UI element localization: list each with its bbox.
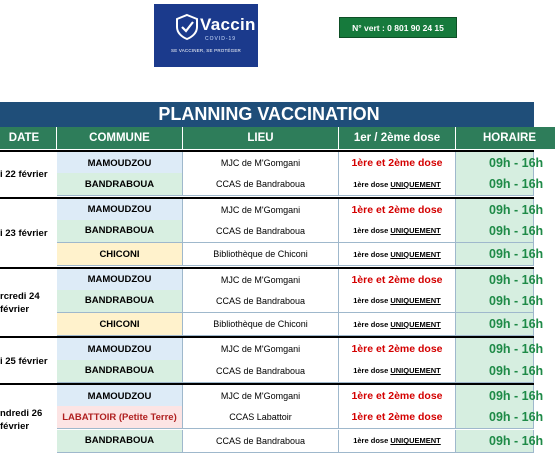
horaire-cell: 09h - 16h [456, 406, 534, 429]
lieu-cell: MJC de M'Gomgani [183, 152, 339, 175]
header-lieu: LIEU [183, 127, 339, 149]
dose-only-suffix: UNIQUEMENT [390, 296, 441, 306]
commune-cell: MAMOUDZOU [57, 199, 183, 222]
dose-only-suffix: UNIQUEMENT [390, 249, 441, 259]
table-row [57, 173, 544, 196]
dose-cell [339, 290, 456, 313]
table-row [57, 267, 544, 292]
dose-both-text: 1ère et 2ème dose [351, 390, 443, 402]
dose-only-text [353, 250, 441, 259]
table-row [57, 150, 544, 175]
dose-only-prefix: 1ère dose [353, 179, 389, 189]
dose-only-text [353, 320, 441, 329]
dose-only-prefix: 1ère dose [353, 296, 389, 306]
date-label: i 22 février [0, 169, 48, 181]
horaire-cell: 09h - 16h [456, 430, 534, 453]
lieu-cell: MJC de M'Gomgani [183, 269, 339, 292]
dose-only-text [353, 366, 441, 375]
dose-only-prefix: 1ère dose [353, 436, 389, 446]
shield-check-icon [176, 14, 198, 40]
dose-cell [339, 313, 456, 336]
header-date: DATE [0, 127, 57, 149]
dose-cell [339, 152, 456, 175]
horaire-cell: 09h - 16h [456, 220, 534, 243]
dose-only-suffix: UNIQUEMENT [390, 179, 441, 189]
table-row [57, 383, 544, 408]
lieu-cell: MJC de M'Gomgani [183, 199, 339, 222]
date-label: rcredi 24 février [0, 291, 40, 316]
commune-cell: BANDRABOUA [57, 173, 183, 196]
date-label: i 25 février [0, 355, 48, 367]
commune-cell: LABATTOIR (Petite Terre) [57, 406, 183, 429]
page-title: PLANNING VACCINATION [0, 102, 534, 127]
commune-cell: BANDRABOUA [57, 360, 183, 383]
dose-cell [339, 360, 456, 383]
phone-number-badge: N° vert : 0 801 90 24 15 [339, 17, 457, 38]
horaire-cell: 09h - 16h [456, 290, 534, 313]
dose-only-suffix: UNIQUEMENT [390, 436, 441, 446]
date-cell [0, 197, 57, 267]
dose-only-prefix: 1ère dose [353, 226, 389, 236]
lieu-cell: CCAS de Bandraboua [183, 290, 339, 313]
dose-cell [339, 199, 456, 222]
dose-cell [339, 220, 456, 243]
table-row [57, 243, 544, 266]
dose-both-text: 1ère et 2ème dose [351, 157, 443, 169]
dose-only-text [353, 436, 441, 445]
dose-only-prefix: 1ère dose [353, 366, 389, 376]
horaire-cell: 09h - 16h [456, 313, 534, 336]
date-cell [0, 383, 57, 453]
horaire-cell: 09h - 16h [456, 385, 534, 408]
dose-only-prefix: 1ère dose [353, 249, 389, 259]
header-commune: COMMUNE [57, 127, 183, 149]
dose-only-text [353, 296, 441, 305]
table-row [57, 360, 544, 383]
header-horaire: HORAIRE [456, 127, 556, 149]
dose-cell [339, 385, 456, 408]
table-row [57, 313, 544, 336]
table-row [57, 406, 544, 429]
commune-cell: BANDRABOUA [57, 290, 183, 313]
dose-only-suffix: UNIQUEMENT [390, 366, 441, 376]
date-label: ndredi 26 février [0, 407, 43, 432]
dose-cell [339, 269, 456, 292]
horaire-cell: 09h - 16h [456, 199, 534, 222]
dose-only-text [353, 180, 441, 189]
table-row [57, 197, 544, 222]
lieu-cell: CCAS Labattoir [183, 406, 339, 429]
dose-both-text: 1ère et 2ème dose [351, 343, 443, 356]
lieu-cell: Bibliothèque de Chiconi [183, 313, 339, 336]
logo-brand: Vaccin [200, 15, 256, 34]
lieu-cell: Bibliothèque de Chiconi [183, 243, 339, 266]
commune-cell: BANDRABOUA [57, 220, 183, 243]
table-row [57, 290, 544, 313]
lieu-cell: CCAS de Bandraboua [183, 430, 339, 453]
table-row [57, 430, 544, 453]
lieu-cell: MJC de M'Gomgani [183, 385, 339, 408]
dose-only-suffix: UNIQUEMENT [390, 319, 441, 329]
commune-cell: MAMOUDZOU [57, 385, 183, 408]
dose-cell [339, 173, 456, 196]
dose-both-text: 1ère et 2ème dose [351, 203, 443, 216]
dose-cell [339, 430, 456, 453]
logo-subtitle: COVID-19 [205, 36, 237, 42]
commune-cell: BANDRABOUA [57, 430, 183, 453]
dose-both-text: 1ère et 2ème dose [351, 411, 443, 424]
header-dose: 1er / 2ème dose [339, 127, 456, 149]
lieu-cell: MJC de M'Gomgani [183, 338, 339, 361]
horaire-cell: 09h - 16h [456, 360, 534, 383]
dose-only-prefix: 1ère dose [353, 319, 389, 329]
date-label: i 23 février [0, 227, 48, 239]
horaire-cell: 09h - 16h [456, 243, 534, 266]
table-row [57, 220, 544, 243]
commune-cell: MAMOUDZOU [57, 338, 183, 361]
horaire-cell: 09h - 16h [456, 173, 534, 196]
date-cell [0, 267, 57, 337]
commune-cell: MAMOUDZOU [57, 269, 183, 292]
date-cell [0, 336, 57, 383]
dose-only-suffix: UNIQUEMENT [390, 226, 441, 236]
table-row [57, 336, 544, 361]
dose-cell [339, 338, 456, 361]
commune-cell: CHICONI [57, 313, 183, 336]
lieu-cell: CCAS de Bandraboua [183, 360, 339, 383]
dose-cell [339, 243, 456, 266]
dose-both-text: 1ère et 2ème dose [351, 273, 443, 286]
dose-cell [339, 406, 456, 429]
vaccin-logo [154, 4, 258, 67]
horaire-cell: 09h - 16h [456, 338, 534, 361]
lieu-cell: CCAS de Bandraboua [183, 173, 339, 196]
date-cell [0, 150, 57, 197]
horaire-cell: 09h - 16h [456, 152, 534, 175]
lieu-cell: CCAS de Bandraboua [183, 220, 339, 243]
horaire-cell: 09h - 16h [456, 269, 534, 292]
logo-tagline: SE VACCINER, SE PROTÉGER [171, 48, 241, 53]
dose-only-text [353, 226, 441, 235]
commune-cell: MAMOUDZOU [57, 152, 183, 175]
commune-cell: CHICONI [57, 243, 183, 266]
